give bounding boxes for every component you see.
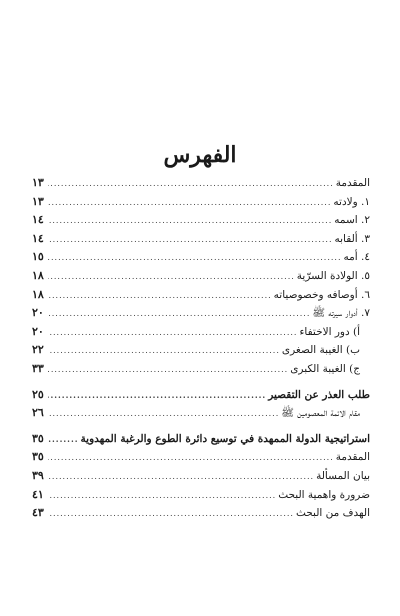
toc-entry-label: ٢. اسمه: [334, 214, 370, 227]
toc-entry-page-number: ١٤: [32, 213, 44, 227]
toc-entry-page-number: ١٨: [32, 268, 44, 282]
toc-entry-label: مقام الائمة المعصومين ﷺ: [281, 407, 360, 420]
dot-leader: [48, 505, 294, 524]
toc-entry-label: ٤. أمه: [343, 251, 370, 264]
toc-entry-page-number: ١٤: [32, 231, 44, 245]
toc-entry-page-number: ٢٢: [32, 343, 44, 357]
toc-entry-label: المقدمة: [335, 451, 370, 464]
toc-entry-page-number: ٣٩: [32, 468, 44, 482]
toc-entry: [32, 504, 370, 523]
toc-entry: [32, 211, 370, 230]
toc-entry-label: ٥. الولادة السرّية: [296, 269, 370, 282]
toc-entry-page-number: ٣٣: [32, 361, 44, 375]
dot-leader: [48, 212, 332, 231]
toc-entry-label: ٣. ألقابه: [334, 232, 370, 245]
toc-entry-page-number: ٣٥: [32, 431, 44, 445]
toc-entry-label: ٧. أدوار سيرته ﷺ: [312, 307, 370, 320]
toc-entry: [32, 304, 370, 323]
toc-entry-page-number: ١٥: [32, 250, 44, 264]
toc-entry-page-number: ٤٣: [32, 506, 44, 520]
dot-leader: [48, 231, 333, 250]
toc-entry-label: بيان المسألة: [316, 469, 370, 482]
dot-leader: [48, 468, 314, 487]
toc-entry-page-number: ١٨: [32, 287, 44, 301]
toc-entry-label: الهدف من البحث: [295, 507, 370, 520]
dot-leader: [48, 324, 297, 343]
section-gap: [32, 423, 370, 430]
toc-entry-page-number: ٤١: [32, 487, 44, 501]
toc-entry: [32, 467, 370, 486]
toc-entry-page-number: ١٣: [32, 176, 44, 189]
dot-leader: [48, 361, 288, 380]
toc-entry: [32, 230, 370, 249]
toc-entry-label: المقدمة: [335, 177, 370, 189]
dot-leader: [48, 305, 310, 324]
toc-entry-page-number: ٢٦: [32, 406, 44, 420]
dot-leader: [48, 342, 280, 361]
dot-leader: [48, 287, 272, 306]
toc-entry-page-number: ١٣: [32, 194, 44, 208]
dot-leader: [48, 386, 266, 405]
toc-entry-label: ١. ولادته: [333, 195, 370, 208]
toc-entry-page-number: ٢٥: [32, 387, 44, 401]
section-gap: [32, 379, 370, 386]
toc-entry: [32, 193, 370, 212]
toc-entry: [32, 341, 370, 360]
toc-entry: [32, 486, 370, 505]
toc-entry-label: ٦. أوصافه وخصوصياته: [273, 288, 370, 301]
toc-entry-label: استراتيجية الدولة الممهدة في توسيع دائرة الطوع والرغبة المهدوية: [80, 432, 370, 445]
toc-entry: [32, 286, 370, 305]
page-title: الفهرس: [163, 142, 237, 168]
dot-leader: [48, 430, 79, 449]
toc-entry: [32, 448, 370, 467]
toc-entry-page-number: ٢٠: [32, 306, 44, 320]
toc-entry: [32, 404, 370, 423]
toc-entry-page-number: ٣٥: [32, 450, 44, 464]
toc-entry-label: طلب العذر عن التقصير: [268, 388, 370, 401]
table-of-contents: [32, 174, 370, 523]
toc-entry: [32, 386, 370, 405]
toc-entry-label: ضرورة واهمية البحث: [278, 488, 370, 501]
dot-leader: [48, 487, 276, 506]
toc-entry-label: ب) الغيبة الصغرى: [281, 344, 360, 357]
toc-entry: [32, 360, 370, 379]
toc-entry: [32, 174, 370, 193]
dot-leader: [48, 249, 342, 268]
toc-entry: [32, 267, 370, 286]
toc-entry-label: أ) دور الاختفاء: [299, 325, 360, 338]
toc-entry-label: ج) الغيبة الكبرى: [290, 362, 360, 375]
toc-entry-page-number: ٢٠: [32, 324, 44, 338]
toc-entry: [32, 430, 370, 449]
dot-leader: [48, 405, 279, 424]
toc-entry: [32, 323, 370, 342]
dot-leader: [48, 175, 334, 194]
dot-leader: [48, 268, 295, 287]
dot-leader: [48, 194, 331, 213]
toc-entry: [32, 248, 370, 267]
dot-leader: [48, 449, 334, 468]
